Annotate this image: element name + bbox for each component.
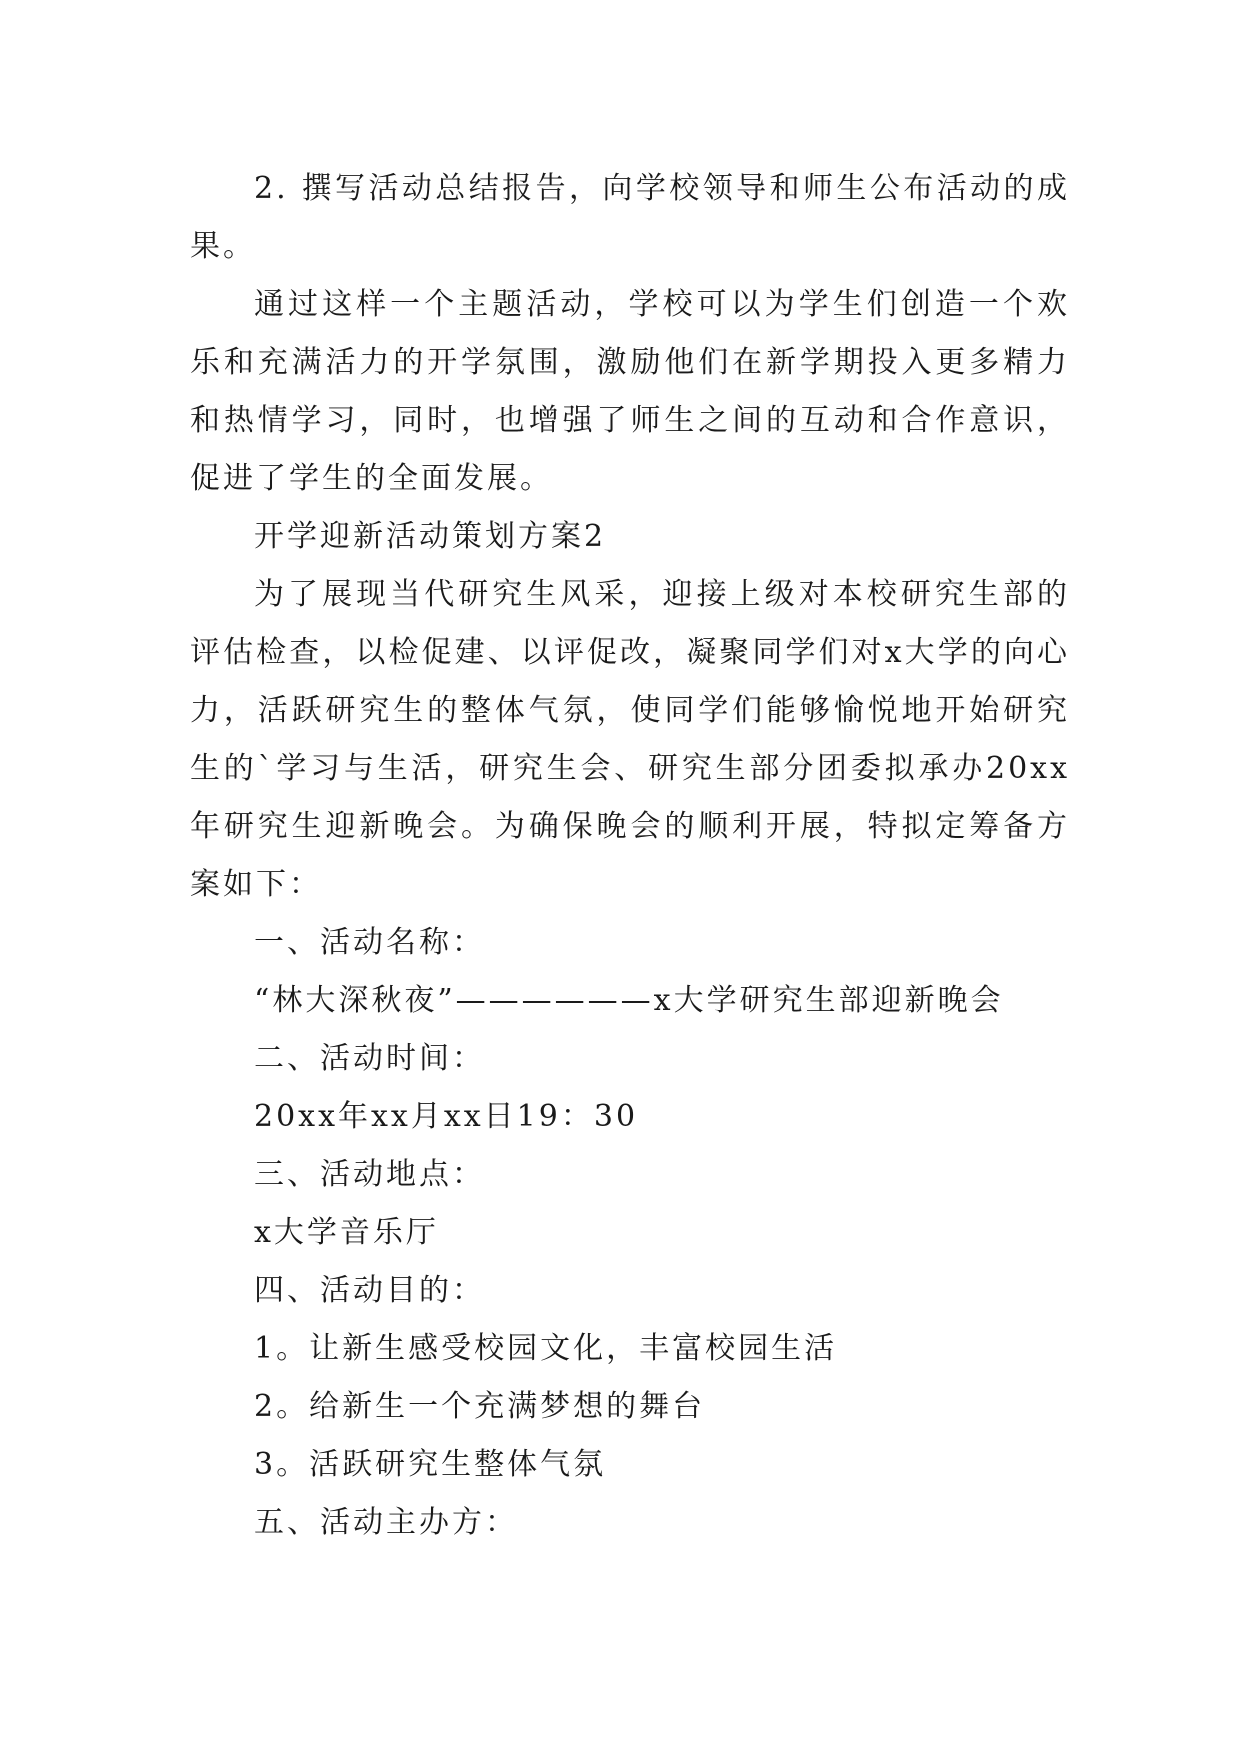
- purpose-item: 2。给新生一个充满梦想的舞台: [254, 1389, 706, 1424]
- heading-activity-purpose: 四、活动目的：: [254, 1273, 485, 1308]
- document-body: [190, 160, 1070, 1552]
- section-title: 开学迎新活动策划方案2: [254, 519, 607, 554]
- summary-report-item: 2. 撰写活动总结报告，向学校领导和师生公布活动的成果。: [190, 171, 1070, 264]
- purpose-item: 3。活跃研究生整体气氛: [254, 1447, 607, 1482]
- heading-activity-organizer: 五、活动主办方：: [254, 1505, 518, 1540]
- activity-name-value: “林大深秋夜”——————x大学研究生部迎新晚会: [254, 983, 1004, 1018]
- conclusion-paragraph: 通过这样一个主题活动，学校可以为学生们创造一个欢乐和充满活力的开学氛围，激励他们在新学期投入更多精力和热情学习，同时，也增强了师生之间的互动和合作意识，促进了学生的全面发展。: [190, 287, 1070, 496]
- intro-paragraph: 为了展现当代研究生风采，迎接上级对本校研究生部的评估检查，以检促建、以评促改，凝聚同学们对x大学的向心力，活跃研究生的整体气氛，使同学们能够愉悦地开始研究生的`学习与生活，研究生会、研究生部分团委拟承办20xx年研究生迎新晚会。为确保晚会的顺利开展，特拟定筹备方案如下：: [190, 577, 1070, 902]
- heading-activity-location: 三、活动地点：: [254, 1157, 485, 1192]
- activity-time-value: 20xx年xx月xx日19：30: [254, 1099, 639, 1134]
- heading-activity-time: 二、活动时间：: [254, 1041, 485, 1076]
- purpose-item: 1。让新生感受校园文化，丰富校园生活: [254, 1331, 838, 1366]
- activity-location-value: x大学音乐厅: [254, 1215, 439, 1250]
- heading-activity-name: 一、活动名称：: [254, 925, 485, 960]
